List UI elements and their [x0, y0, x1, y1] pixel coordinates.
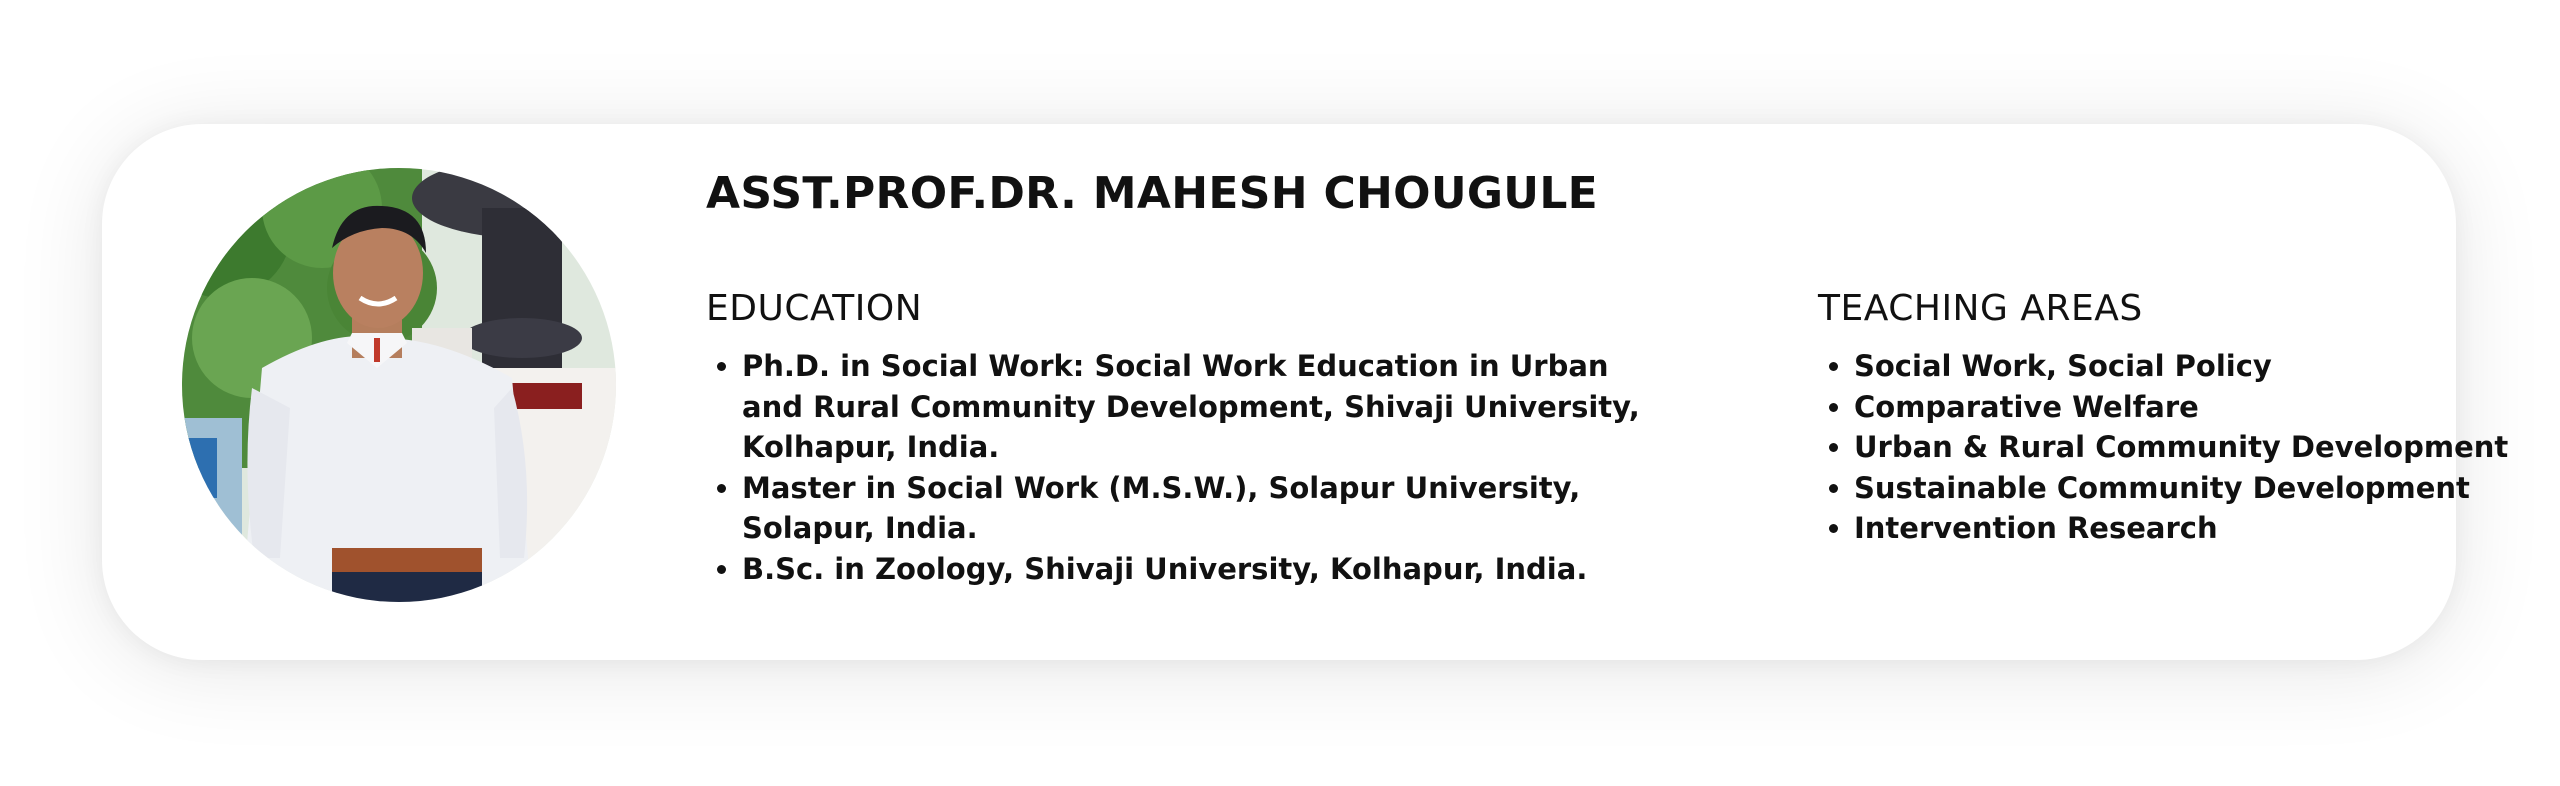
- education-heading: EDUCATION: [706, 288, 923, 329]
- teaching-area-item: • Sustainable Community Development: [1854, 468, 2494, 509]
- education-list: [706, 346, 1642, 589]
- profile-card: [102, 124, 2509, 660]
- teaching-area-item: • Social Work, Social Policy: [1854, 346, 2494, 387]
- teaching-area-item: • Intervention Research: [1854, 508, 2494, 549]
- teaching-areas-list: [1818, 346, 2509, 549]
- education-item: • B.Sc. in Zoology, Shivaji University, Kolhapur, India.: [742, 549, 1642, 590]
- education-item: • Master in Social Work (M.S.W.), Solapur University, Solapur, India.: [742, 468, 1642, 549]
- profile-name: ASST.PROF.DR. MAHESH CHOUGULE: [706, 168, 1599, 219]
- teaching-area-item: • Comparative Welfare: [1854, 387, 2494, 428]
- teaching-area-item: • Urban & Rural Community Development: [1854, 427, 2494, 468]
- education-item: • Ph.D. in Social Work: Social Work Education in Urban and Rural Community Development, Shivaji University, Kolhapur, India.: [742, 346, 1642, 468]
- profile-photo: [182, 168, 616, 602]
- teaching-areas-heading: TEACHING AREAS: [1818, 288, 2143, 329]
